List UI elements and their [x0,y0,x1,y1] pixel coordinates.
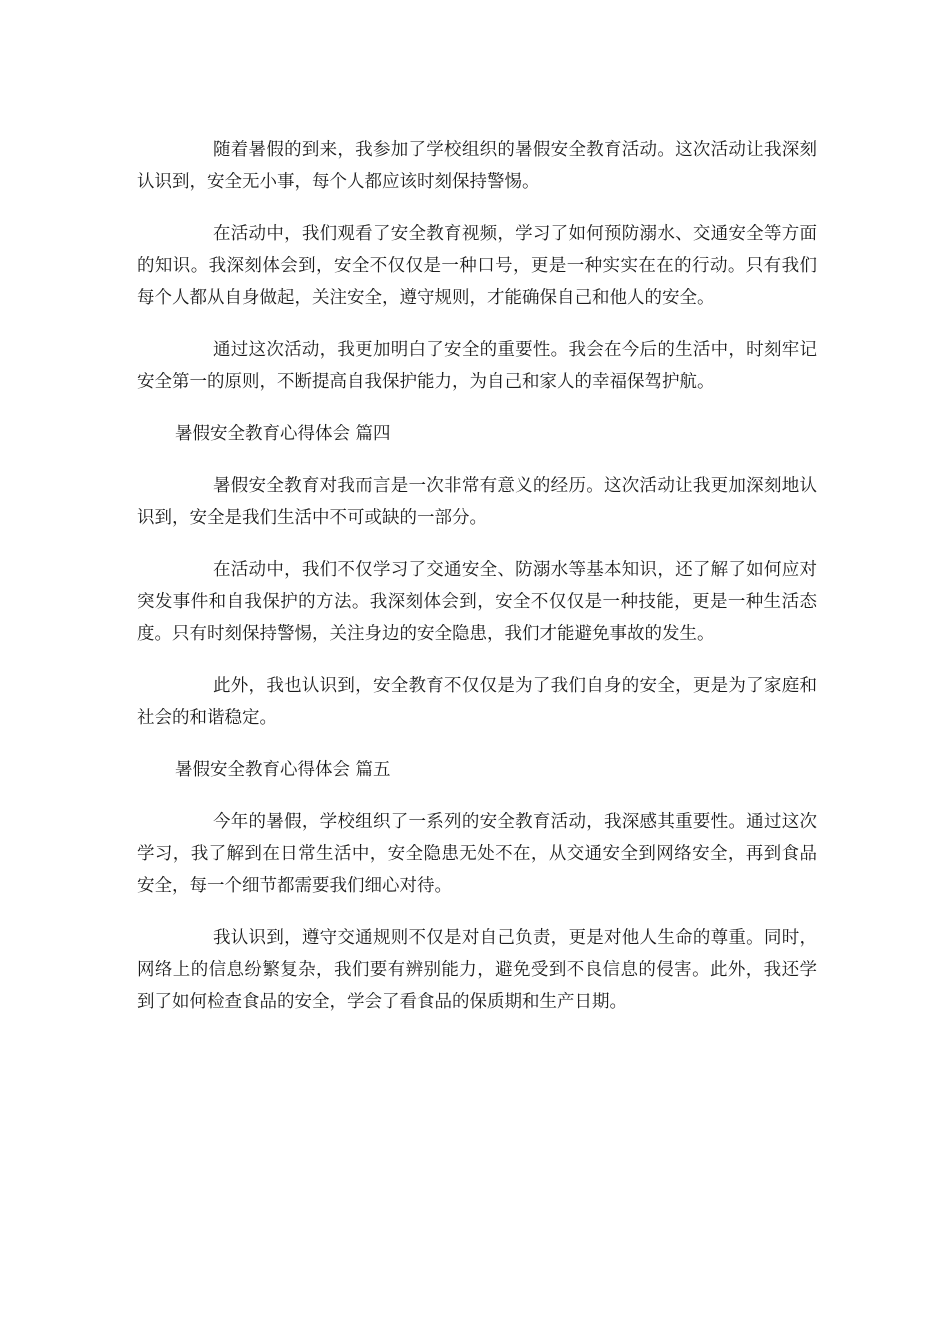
section-heading-4: 暑假安全教育心得体会 篇四 [175,424,391,444]
paragraph: 今年的暑假，学校组织了一系列的安全教育活动，我深感其重要性。通过这次学习，我了解到在日常生活中，安全隐患无处不在，从交通安全到网络安全，再到食品安全，每一个细节都需要我们细心对待。 [137,812,817,896]
document-body [137,134,817,1038]
paragraph: 我认识到，遵守交通规则不仅是对自己负责，更是对他人生命的尊重。同时，网络上的信息纷繁复杂，我们要有辨别能力，避免受到不良信息的侵害。此外，我还学到了如何检查食品的安全，学会了看食品的保质期和生产日期。 [137,928,817,1012]
paragraph: 随着暑假的到来，我参加了学校组织的暑假安全教育活动。这次活动让我深刻认识到，安全无小事，每个人都应该时刻保持警惕。 [137,140,817,192]
section-heading-5: 暑假安全教育心得体会 篇五 [175,760,391,780]
paragraph: 在活动中，我们观看了安全教育视频，学习了如何预防溺水、交通安全等方面的知识。我深刻体会到，安全不仅仅是一种口号，更是一种实实在在的行动。只有我们每个人都从自身做起，关注安全，遵守规则，才能确保自己和他人的安全。 [137,224,817,308]
paragraph: 通过这次活动，我更加明白了安全的重要性。我会在今后的生活中，时刻牢记安全第一的原则，不断提高自我保护能力，为自己和家人的幸福保驾护航。 [137,340,817,392]
paragraph: 此外，我也认识到，安全教育不仅仅是为了我们自身的安全，更是为了家庭和社会的和谐稳定。 [137,676,817,728]
paragraph: 在活动中，我们不仅学习了交通安全、防溺水等基本知识，还了解了如何应对突发事件和自我保护的方法。我深刻体会到，安全不仅仅是一种技能，更是一种生活态度。只有时刻保持警惕，关注身边的安全隐患，我们才能避免事故的发生。 [137,560,817,644]
paragraph: 暑假安全教育对我而言是一次非常有意义的经历。这次活动让我更加深刻地认识到，安全是我们生活中不可或缺的一部分。 [137,476,817,528]
